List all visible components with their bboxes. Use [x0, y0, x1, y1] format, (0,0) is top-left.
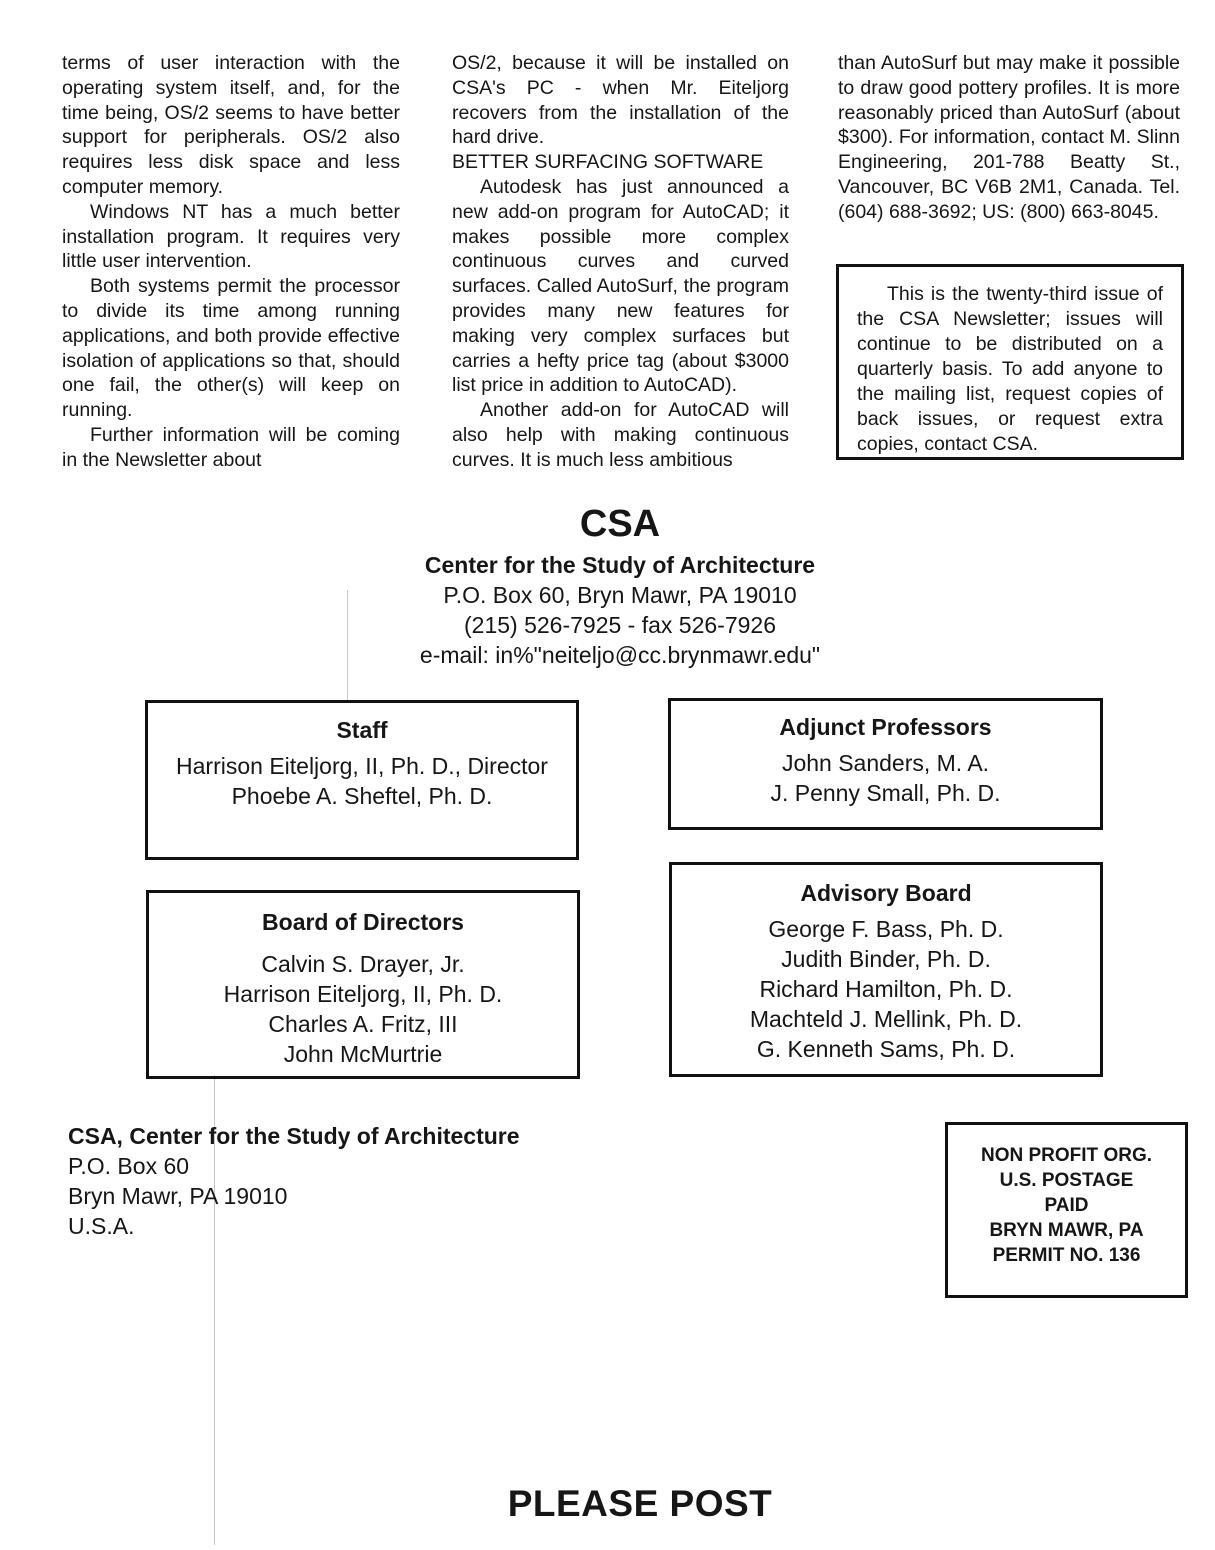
return-address-name: CSA, Center for the Study of Architecture	[68, 1123, 520, 1149]
article-column-1	[62, 51, 400, 473]
staff-member: Harrison Eiteljorg, II, Ph. D., Director	[176, 753, 548, 779]
board-title: Board of Directors	[262, 909, 464, 935]
return-address-line: P.O. Box 60	[68, 1153, 190, 1179]
return-address	[68, 1121, 520, 1241]
board-member: Charles A. Fritz, III	[268, 1011, 458, 1037]
indicia-line: PERMIT NO. 136	[992, 1245, 1141, 1266]
board-member: Calvin S. Drayer, Jr.	[261, 951, 465, 977]
return-address-line: U.S.A.	[68, 1213, 135, 1239]
advisory-member: Machteld J. Mellink, Ph. D.	[749, 1006, 1023, 1032]
paragraph: than AutoSurf but may make it possible to draw good pottery profiles. It is more reasonably priced than AutoSurf (about $300). For information, contact M. Slinn Engineering, 201-788 Beatty St., Vancouver, BC V6B 2M1, Canada. Tel. (604) 688-3692; US: (800) 663-8045.	[838, 52, 1180, 223]
paragraph: terms of user interaction with the operating system itself, and, for the time being, OS/2 seems to have better support for peripherals. OS/2 also requires less disk space and less computer memory.	[62, 52, 400, 198]
paragraph: OS/2, because it will be installed on CSA's PC - when Mr. Eiteljorg recovers from the installation of the hard drive.	[452, 52, 789, 149]
advisory-board-box	[669, 862, 1103, 1077]
article-column-3	[838, 51, 1180, 225]
organization-name: Center for the Study of Architecture	[424, 552, 816, 578]
paragraph: Further information will be coming in the Newsletter about	[62, 423, 400, 471]
staff-member: Phoebe A. Sheftel, Ph. D.	[231, 783, 493, 809]
issue-notice-text: This is the twenty-third issue of the CSA Newsletter; issues will continue to be distributed on a quarterly basis. To add anyone to the mailing list, request copies of back issues, or request extra copies, contact CSA.	[857, 283, 1163, 455]
article-column-2	[452, 51, 789, 473]
indicia-line: BRYN MAWR, PA	[989, 1220, 1144, 1241]
paragraph: Autodesk has just announced a new add-on program for AutoCAD; it makes possible more complex continuous curves and curved surfaces. Called AutoSurf, the program provides many new features for making very complex surfaces but carries a hefty price tag (about $3000 list price in addition to AutoCAD).	[452, 175, 789, 397]
please-post-label: PLEASE POST	[507, 1483, 773, 1524]
masthead-title: CSA	[579, 503, 661, 545]
adjunct-member: John Sanders, M. A.	[781, 750, 990, 776]
advisory-member: George F. Bass, Ph. D.	[768, 916, 1004, 942]
indicia-line: PAID	[1044, 1195, 1089, 1216]
advisory-member: Richard Hamilton, Ph. D.	[759, 976, 1013, 1002]
organization-address: P.O. Box 60, Bryn Mawr, PA 19010	[443, 582, 797, 608]
board-member: John McMurtrie	[283, 1041, 443, 1067]
indicia-line: NON PROFIT ORG.	[981, 1145, 1152, 1166]
paragraph: Both systems permit the processor to divide its time among running applications, and both provide effective isolation of applications so that, should one fail, the other(s) will keep on running.	[62, 275, 400, 422]
issue-notice-box	[836, 264, 1184, 460]
organization-phone: (215) 526-7925 - fax 526-7926	[464, 612, 776, 638]
staff-title: Staff	[336, 717, 388, 743]
return-address-line: Bryn Mawr, PA 19010	[68, 1183, 288, 1209]
staff-box	[145, 700, 579, 860]
masthead	[300, 500, 940, 670]
paragraph: Windows NT has a much better installation program. It requires very little user intervention.	[62, 200, 400, 273]
advisory-member: G. Kenneth Sams, Ph. D.	[756, 1036, 1016, 1062]
section-heading: BETTER SURFACING SOFTWARE	[452, 151, 764, 174]
adjunct-professors-box	[668, 698, 1103, 830]
adjunct-member: J. Penny Small, Ph. D.	[770, 780, 1001, 806]
adjunct-title: Adjunct Professors	[779, 714, 992, 740]
advisory-title: Advisory Board	[800, 880, 972, 906]
indicia-line: U.S. POSTAGE	[999, 1170, 1134, 1191]
organization-email: e-mail: in%"neiteljo@cc.brynmawr.edu"	[419, 642, 821, 668]
advisory-member: Judith Binder, Ph. D.	[781, 946, 991, 972]
postage-indicia	[945, 1122, 1188, 1298]
board-member: Harrison Eiteljorg, II, Ph. D.	[223, 981, 503, 1007]
paragraph: Another add-on for AutoCAD will also help with making continuous curves. It is much less ambitious	[452, 399, 789, 471]
board-of-directors-box	[146, 890, 580, 1079]
